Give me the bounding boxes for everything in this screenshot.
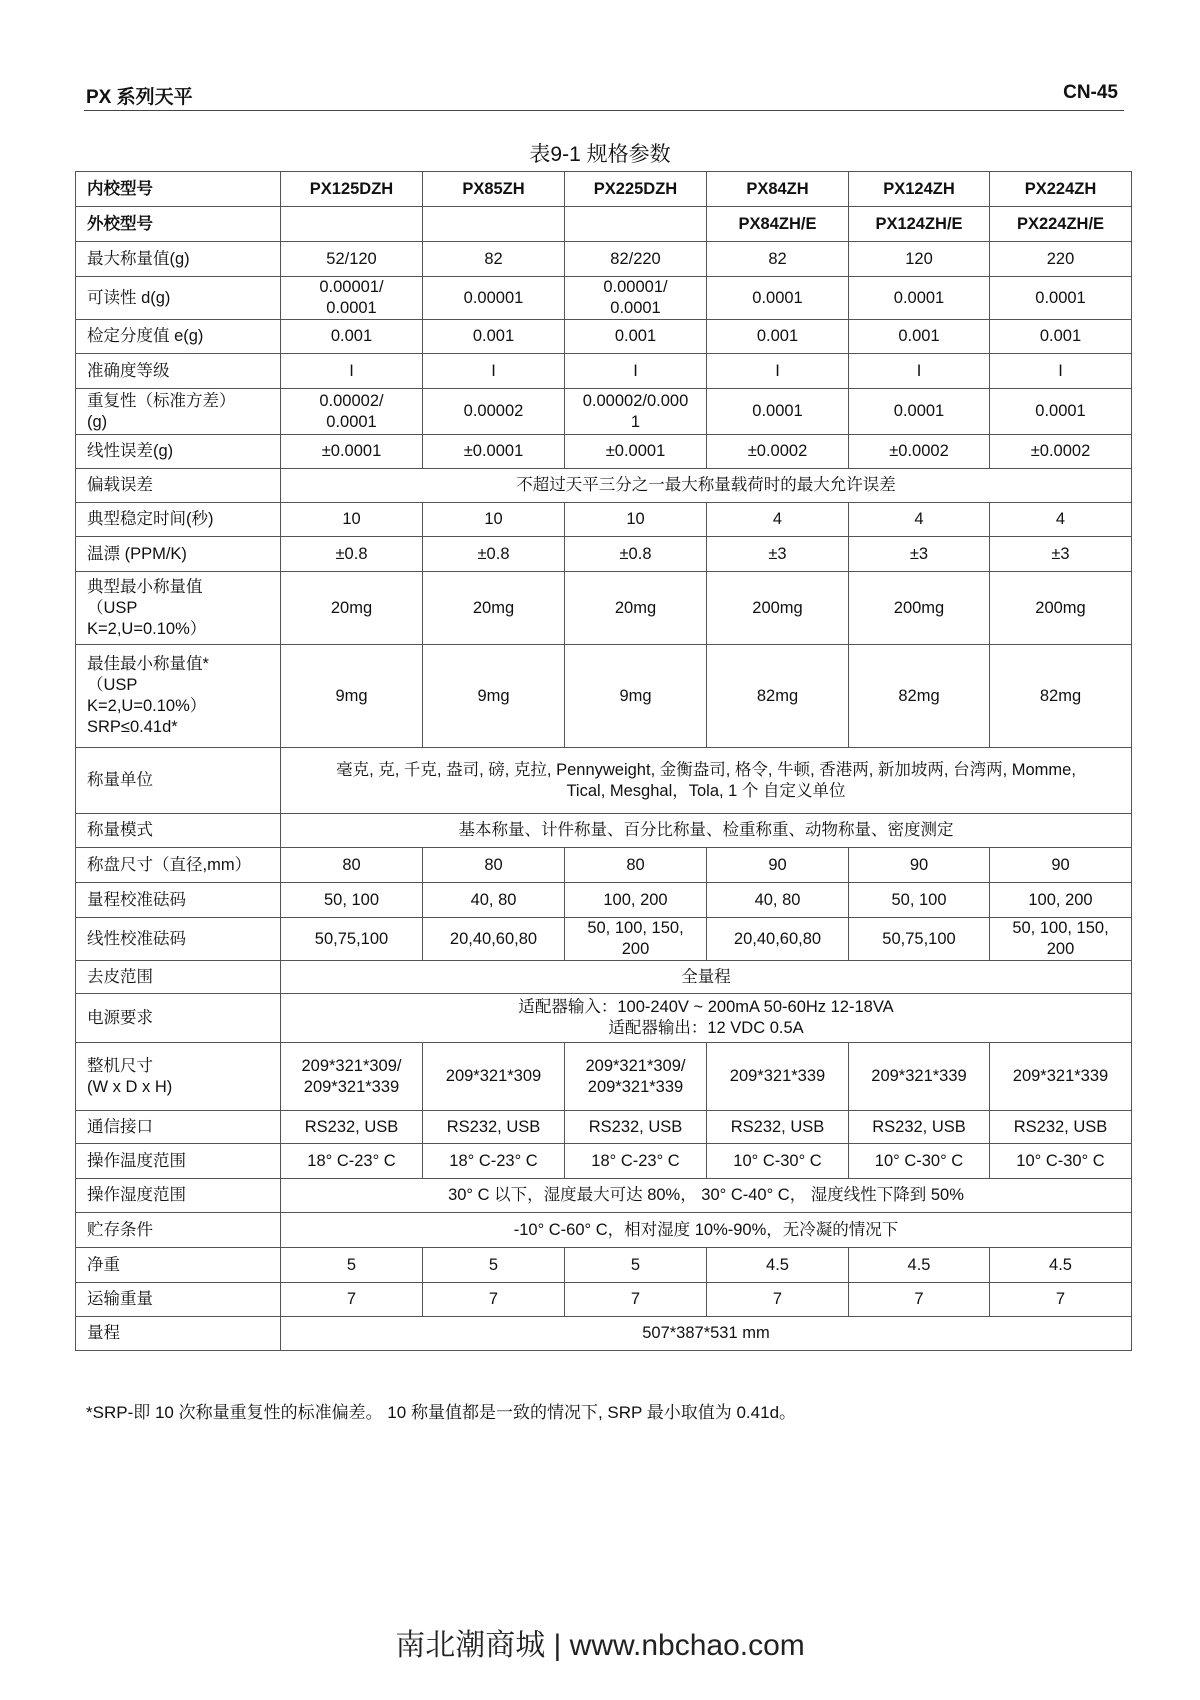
table-cell: 10° C-30° C — [990, 1144, 1132, 1179]
table-cell: 5 — [423, 1248, 565, 1283]
table-cell: 9mg — [423, 645, 565, 748]
table-cell: 50, 100 — [849, 883, 990, 918]
table-cell: 18° C-23° C — [423, 1144, 565, 1179]
page-number: CN-45 — [1063, 82, 1118, 103]
table-row — [76, 1179, 1132, 1213]
table-row — [76, 242, 1132, 277]
row-label: 外校型号 — [76, 207, 281, 242]
table-cell: 82/220 — [565, 242, 707, 277]
table-row — [76, 277, 1132, 320]
table-cell: RS232, USB — [707, 1111, 849, 1144]
table-cell: 50,75,100 — [849, 918, 990, 961]
table-cell: 209*321*339 — [707, 1043, 849, 1111]
table-cell: 0.001 — [707, 320, 849, 354]
table-cell: 0.001 — [990, 320, 1132, 354]
table-cell: 0.00001/ 0.0001 — [281, 277, 423, 320]
table-cell: ±0.0001 — [423, 435, 565, 469]
row-label: 量程 — [76, 1317, 281, 1351]
table-cell: 7 — [849, 1283, 990, 1317]
table-cell: PX84ZH/E — [707, 207, 849, 242]
row-label: 电源要求 — [76, 994, 281, 1043]
table-cell: 209*321*309/ 209*321*339 — [281, 1043, 423, 1111]
table-row — [76, 572, 1132, 645]
table-row — [76, 469, 1132, 503]
table-cell — [565, 207, 707, 242]
row-value: -10° C-60° C，相对湿度 10%-90%，无冷凝的情况下 — [281, 1213, 1132, 1248]
table-row — [76, 389, 1132, 435]
table-cell: 80 — [565, 848, 707, 883]
table-cell: 18° C-23° C — [281, 1144, 423, 1179]
table-cell: ±0.0001 — [565, 435, 707, 469]
table-row — [76, 848, 1132, 883]
header-divider — [84, 110, 1124, 111]
table-cell: 50,75,100 — [281, 918, 423, 961]
table-cell: 4 — [990, 503, 1132, 537]
table-cell: PX84ZH — [707, 172, 849, 207]
document-header-title: PX 系列天平 — [86, 87, 193, 108]
table-row — [76, 814, 1132, 848]
table-cell: 4.5 — [849, 1248, 990, 1283]
table-cell: RS232, USB — [423, 1111, 565, 1144]
table-cell: 0.001 — [565, 320, 707, 354]
table-cell: ±0.0002 — [707, 435, 849, 469]
table-cell: 80 — [281, 848, 423, 883]
row-value: 全量程 — [281, 961, 1132, 994]
row-value: 基本称量、计件称量、百分比称量、检重称重、动物称量、密度测定 — [281, 814, 1132, 848]
row-label: 检定分度值 e(g) — [76, 320, 281, 354]
table-cell: 20mg — [423, 572, 565, 645]
row-label: 线性校准砝码 — [76, 918, 281, 961]
table-row — [76, 503, 1132, 537]
table-row — [76, 1283, 1132, 1317]
table-cell: 7 — [281, 1283, 423, 1317]
table-row — [76, 435, 1132, 469]
table-row — [76, 1248, 1132, 1283]
row-label: 称量单位 — [76, 748, 281, 814]
table-row — [76, 1111, 1132, 1144]
row-label: 操作温度范围 — [76, 1144, 281, 1179]
table-cell: I — [423, 354, 565, 389]
table-cell: 18° C-23° C — [565, 1144, 707, 1179]
table-row — [76, 1213, 1132, 1248]
table-row — [76, 537, 1132, 572]
table-cell: 0.001 — [423, 320, 565, 354]
table-cell: PX85ZH — [423, 172, 565, 207]
table-cell: ±0.0002 — [990, 435, 1132, 469]
row-label: 可读性 d(g) — [76, 277, 281, 320]
table-cell: 0.001 — [281, 320, 423, 354]
table-row — [76, 172, 1132, 207]
table-cell: 0.00001/ 0.0001 — [565, 277, 707, 320]
table-cell: I — [565, 354, 707, 389]
table-cell: 50, 100 — [281, 883, 423, 918]
row-label: 运输重量 — [76, 1283, 281, 1317]
table-cell: 82 — [707, 242, 849, 277]
table-cell: 0.00002/0.000 1 — [565, 389, 707, 435]
table-cell: I — [707, 354, 849, 389]
table-cell: 90 — [707, 848, 849, 883]
table-cell: I — [849, 354, 990, 389]
table-cell: 90 — [849, 848, 990, 883]
table-cell: PX224ZH — [990, 172, 1132, 207]
row-label: 净重 — [76, 1248, 281, 1283]
table-cell: 0.0001 — [990, 389, 1132, 435]
table-cell: 50, 100, 150, 200 — [565, 918, 707, 961]
row-label: 偏载误差 — [76, 469, 281, 503]
table-cell: 209*321*309 — [423, 1043, 565, 1111]
row-label: 线性误差(g) — [76, 435, 281, 469]
table-row — [76, 994, 1132, 1043]
table-cell: I — [281, 354, 423, 389]
table-cell: ±0.8 — [281, 537, 423, 572]
table-cell: 100, 200 — [990, 883, 1132, 918]
table-cell: 0.00002 — [423, 389, 565, 435]
row-label: 内校型号 — [76, 172, 281, 207]
row-value: 适配器输入：100-240V ~ 200mA 50-60Hz 12-18VA 适配器输出：12 VDC 0.5A — [281, 994, 1132, 1043]
table-cell: 82 — [423, 242, 565, 277]
table-cell: RS232, USB — [849, 1111, 990, 1144]
table-cell: 0.00002/ 0.0001 — [281, 389, 423, 435]
table-cell: PX124ZH — [849, 172, 990, 207]
table-cell: 7 — [707, 1283, 849, 1317]
table-cell: ±0.8 — [423, 537, 565, 572]
table-cell: 4.5 — [707, 1248, 849, 1283]
table-cell — [281, 207, 423, 242]
row-label: 通信接口 — [76, 1111, 281, 1144]
table-cell: PX124ZH/E — [849, 207, 990, 242]
row-label: 称量模式 — [76, 814, 281, 848]
row-label: 操作湿度范围 — [76, 1179, 281, 1213]
table-cell: ±0.8 — [565, 537, 707, 572]
table-cell: 10 — [281, 503, 423, 537]
row-label: 贮存条件 — [76, 1213, 281, 1248]
table-cell: 200mg — [849, 572, 990, 645]
table-cell: ±0.0002 — [849, 435, 990, 469]
table-cell: 82mg — [990, 645, 1132, 748]
table-cell: 200mg — [990, 572, 1132, 645]
table-cell: 7 — [990, 1283, 1132, 1317]
table-cell — [423, 207, 565, 242]
row-label: 最大称量值(g) — [76, 242, 281, 277]
table-cell: 100, 200 — [565, 883, 707, 918]
table-cell: PX125DZH — [281, 172, 423, 207]
table-cell: 10 — [423, 503, 565, 537]
row-label: 重复性（标准方差） (g) — [76, 389, 281, 435]
row-label: 典型最小称量值 （USP K=2,U=0.10%） — [76, 572, 281, 645]
table-cell: ±3 — [707, 537, 849, 572]
row-value: 毫克, 克, 千克, 盎司, 磅, 克拉, Pennyweight, 金衡盎司, 格令, 牛顿, 香港两, 新加坡两, 台湾两, Momme, Tical, Mesghal，Tola, 1 个 自定义单位 — [281, 748, 1132, 814]
table-cell: 10° C-30° C — [849, 1144, 990, 1179]
footnote: *SRP-即 10 次称量重复性的标准偏差。 10 称量值都是一致的情况下, SRP 最小取值为 0.41d。 — [86, 1403, 797, 1422]
table-row — [76, 883, 1132, 918]
table-row — [76, 207, 1132, 242]
row-label: 典型稳定时间(秒) — [76, 503, 281, 537]
table-row — [76, 645, 1132, 748]
table-cell: 0.001 — [849, 320, 990, 354]
table-cell: 209*321*309/ 209*321*339 — [565, 1043, 707, 1111]
table-cell: 90 — [990, 848, 1132, 883]
row-label: 准确度等级 — [76, 354, 281, 389]
table-row — [76, 320, 1132, 354]
table-cell: 9mg — [281, 645, 423, 748]
table-cell: 7 — [423, 1283, 565, 1317]
table-cell: PX225DZH — [565, 172, 707, 207]
table-row — [76, 961, 1132, 994]
row-value: 不超过天平三分之一最大称量载荷时的最大允许误差 — [281, 469, 1132, 503]
table-cell: 5 — [565, 1248, 707, 1283]
table-cell: 9mg — [565, 645, 707, 748]
table-cell: 0.0001 — [849, 277, 990, 320]
table-cell: 52/120 — [281, 242, 423, 277]
table-cell: I — [990, 354, 1132, 389]
table-cell: 20,40,60,80 — [707, 918, 849, 961]
table-cell: 10° C-30° C — [707, 1144, 849, 1179]
table-cell: 0.0001 — [707, 277, 849, 320]
table-title: 表9-1 规格参数 — [529, 143, 671, 166]
table-cell: 20,40,60,80 — [423, 918, 565, 961]
table-cell: 7 — [565, 1283, 707, 1317]
row-label: 整机尺寸 (W x D x H) — [76, 1043, 281, 1111]
spec-table — [75, 171, 1132, 1351]
table-row — [76, 354, 1132, 389]
table-cell: ±3 — [990, 537, 1132, 572]
row-value: 30° C 以下，湿度最大可达 80%， 30° C-40° C， 湿度线性下降到 50% — [281, 1179, 1132, 1213]
table-cell: 4 — [707, 503, 849, 537]
table-cell: 4 — [849, 503, 990, 537]
table-cell: 209*321*339 — [990, 1043, 1132, 1111]
table-cell: ±3 — [849, 537, 990, 572]
table-cell: ±0.0001 — [281, 435, 423, 469]
table-cell: 40, 80 — [707, 883, 849, 918]
table-cell: RS232, USB — [281, 1111, 423, 1144]
table-cell: 209*321*339 — [849, 1043, 990, 1111]
table-cell: 80 — [423, 848, 565, 883]
table-cell: 200mg — [707, 572, 849, 645]
table-cell: 20mg — [281, 572, 423, 645]
table-row — [76, 918, 1132, 961]
table-row — [76, 1144, 1132, 1179]
table-cell: 50, 100, 150, 200 — [990, 918, 1132, 961]
table-cell: 0.0001 — [849, 389, 990, 435]
table-row — [76, 748, 1132, 814]
row-label: 称盘尺寸（直径,mm） — [76, 848, 281, 883]
table-cell: 82mg — [707, 645, 849, 748]
table-cell: PX224ZH/E — [990, 207, 1132, 242]
table-cell: 0.0001 — [990, 277, 1132, 320]
row-label: 温漂 (PPM/K) — [76, 537, 281, 572]
table-cell: 10 — [565, 503, 707, 537]
row-label: 最佳最小称量值* （USP K=2,U=0.10%） SRP≤0.41d* — [76, 645, 281, 748]
table-cell: 0.00001 — [423, 277, 565, 320]
table-cell: 120 — [849, 242, 990, 277]
watermark: 南北潮商城 | www.nbchao.com — [395, 1629, 805, 1662]
table-cell: 5 — [281, 1248, 423, 1283]
row-value: 507*387*531 mm — [281, 1317, 1132, 1351]
row-label: 量程校准砝码 — [76, 883, 281, 918]
table-cell: 0.0001 — [707, 389, 849, 435]
table-row — [76, 1317, 1132, 1351]
table-cell: 4.5 — [990, 1248, 1132, 1283]
table-cell: 220 — [990, 242, 1132, 277]
table-cell: 82mg — [849, 645, 990, 748]
table-cell: RS232, USB — [990, 1111, 1132, 1144]
table-cell: RS232, USB — [565, 1111, 707, 1144]
row-label: 去皮范围 — [76, 961, 281, 994]
table-cell: 20mg — [565, 572, 707, 645]
table-row — [76, 1043, 1132, 1111]
table-cell: 40, 80 — [423, 883, 565, 918]
